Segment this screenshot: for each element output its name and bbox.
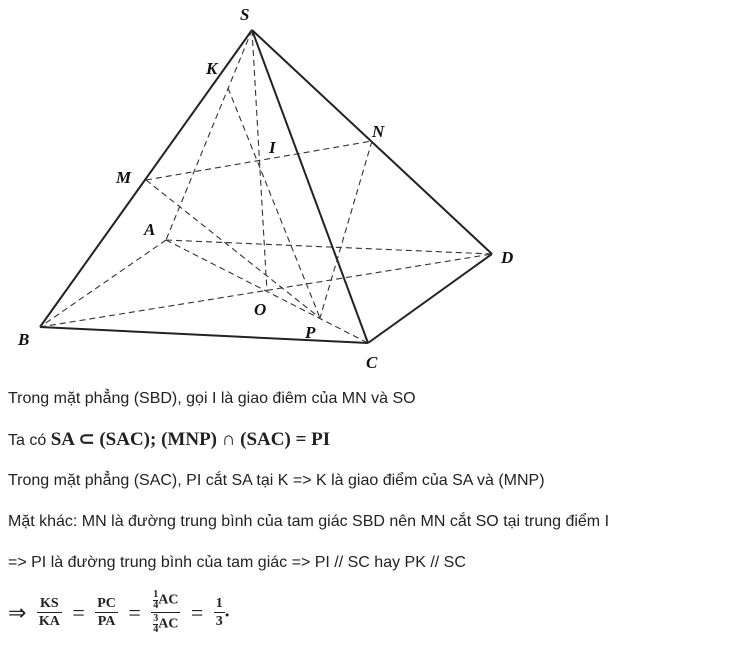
- edge-SC: [252, 30, 368, 343]
- dashed-AB: [40, 240, 166, 327]
- fraction-pc-pa: [95, 596, 118, 629]
- equals-3: =: [190, 599, 204, 625]
- label-B: B: [18, 330, 30, 349]
- line-2-prefix: Ta có: [8, 432, 51, 449]
- edge-CD: [368, 254, 492, 343]
- text-line-3: Trong mặt phẳng (SAC), PI cắt SA tại K => K là giao điểm của SA và (MNP): [8, 472, 545, 489]
- text-line-2: [8, 428, 330, 451]
- dashed-NP: [320, 141, 372, 318]
- label-N: N: [372, 122, 385, 141]
- numerator-quarter-ac: [151, 590, 180, 613]
- dashed-MP: [146, 180, 320, 318]
- label-A: A: [144, 220, 156, 239]
- dashed-lines: [40, 30, 492, 343]
- fraction-ks-ka: [37, 596, 62, 629]
- coef-1: 1: [153, 589, 159, 600]
- dashed-MN: [146, 141, 372, 180]
- point-labels: [17, 5, 513, 372]
- fraction-ks: KS: [37, 596, 62, 613]
- edge-BC: [40, 327, 368, 343]
- ac-top: AC: [158, 592, 179, 608]
- line-2-math: SA ⊂ (SAC); (MNP) ∩ (SAC) = PI: [50, 429, 331, 450]
- fraction-3: 3: [215, 614, 223, 629]
- fraction-quarter-ac: [151, 590, 180, 635]
- label-K: K: [206, 59, 218, 78]
- label-S: S: [240, 5, 250, 24]
- coef-3: 3: [153, 613, 159, 624]
- label-P: P: [305, 323, 316, 342]
- text-line-1: Trong mặt phẳng (SBD), gọi I là giao điêm của MN và SO: [8, 390, 416, 407]
- ac-bottom: AC: [158, 616, 179, 632]
- label-I: I: [269, 138, 276, 157]
- dashed-AD: [166, 240, 492, 254]
- denominator-three-quarter-ac: [151, 613, 180, 635]
- solid-edges: [40, 30, 492, 343]
- coef-4a: 4: [153, 600, 159, 611]
- fraction-1: 1: [215, 596, 223, 611]
- dashed-SO: [252, 30, 267, 292]
- equals-2: =: [128, 599, 141, 625]
- equals-1: =: [72, 599, 85, 625]
- label-O: O: [254, 300, 267, 319]
- formula-period: .: [224, 600, 230, 622]
- fraction-one-third: [214, 596, 225, 629]
- fraction-ka: KA: [38, 614, 60, 629]
- ratio-formula: [8, 590, 230, 635]
- label-M: M: [116, 168, 132, 187]
- label-C: C: [366, 353, 378, 372]
- fraction-pc: PC: [97, 596, 116, 611]
- dashed-KP: [228, 88, 320, 318]
- text-line-5: => PI là đường trung bình của tam giác => PI // SC hay PK // SC: [8, 554, 466, 571]
- implies-symbol: ⇒: [8, 599, 27, 625]
- label-D: D: [501, 248, 514, 267]
- edge-SB: [40, 30, 252, 327]
- coef-4b: 4: [153, 624, 159, 635]
- fraction-pa: PA: [97, 614, 116, 629]
- text-line-4: Mặt khác: MN là đường trung bình của tam giác SBD nên MN cắt SO tại trung điểm I: [8, 513, 610, 530]
